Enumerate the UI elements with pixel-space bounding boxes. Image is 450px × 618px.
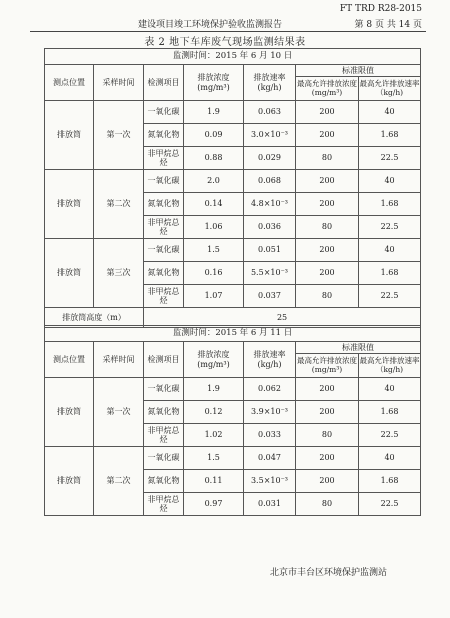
item-cell: 非甲烷总烃 <box>144 493 184 516</box>
stack-height-value: 25 <box>144 308 421 328</box>
conc-cell: 0.09 <box>184 124 244 147</box>
item-cell: 氮氧化物 <box>144 470 184 493</box>
monitoring-table-day2 <box>44 325 421 516</box>
stack-height-label: 排放筒高度（m） <box>45 308 144 328</box>
rate-cell: 0.033 <box>244 424 296 447</box>
std-conc-cell: 200 <box>296 239 359 262</box>
report-title: 建设项目竣工环境保护验收监测报告 <box>138 20 283 30</box>
header-point: 测点位置 <box>45 65 94 101</box>
std-conc-cell: 200 <box>296 124 359 147</box>
std-conc-cell: 80 <box>296 493 359 516</box>
header-rate: 排放速率(kg/h) <box>244 342 296 378</box>
header-divider <box>30 31 426 32</box>
std-rate-cell: 40 <box>359 239 421 262</box>
header-rate: 排放速率(kg/h) <box>244 65 296 101</box>
time-cell: 第一次 <box>94 101 144 170</box>
std-rate-cell: 22.5 <box>359 147 421 170</box>
conc-cell: 1.02 <box>184 424 244 447</box>
item-cell: 非甲烷总烃 <box>144 216 184 239</box>
std-conc-cell: 80 <box>296 216 359 239</box>
item-cell: 非甲烷总烃 <box>144 285 184 308</box>
time-cell: 第三次 <box>94 239 144 308</box>
monitoring-date: 监测时间：2015 年 6 月 11 日 <box>45 326 421 342</box>
table-title: 表 2 地下车库废气现场监测结果表 <box>144 37 306 48</box>
std-rate-cell: 1.68 <box>359 470 421 493</box>
std-conc-cell: 200 <box>296 401 359 424</box>
point-cell: 排放筒 <box>45 378 94 447</box>
point-cell: 排放筒 <box>45 239 94 308</box>
std-conc-cell: 200 <box>296 262 359 285</box>
rate-cell: 3.9×10⁻³ <box>244 401 296 424</box>
time-cell: 第二次 <box>94 447 144 516</box>
item-cell: 氮氧化物 <box>144 193 184 216</box>
conc-cell: 0.14 <box>184 193 244 216</box>
conc-cell: 1.06 <box>184 216 244 239</box>
item-cell: 一氧化碳 <box>144 170 184 193</box>
std-rate-cell: 22.5 <box>359 493 421 516</box>
item-cell: 氮氧化物 <box>144 401 184 424</box>
item-cell: 一氧化碳 <box>144 378 184 401</box>
table-row <box>45 447 421 470</box>
header-point: 测点位置 <box>45 342 94 378</box>
rate-cell: 0.029 <box>244 147 296 170</box>
rate-cell: 4.8×10⁻³ <box>244 193 296 216</box>
time-cell: 第一次 <box>94 378 144 447</box>
conc-cell: 1.9 <box>184 378 244 401</box>
rate-cell: 0.063 <box>244 101 296 124</box>
table-row <box>45 170 421 193</box>
std-rate-cell: 40 <box>359 447 421 470</box>
std-conc-cell: 200 <box>296 101 359 124</box>
rate-cell: 5.5×10⁻³ <box>244 262 296 285</box>
rate-cell: 0.047 <box>244 447 296 470</box>
item-cell: 一氧化碳 <box>144 447 184 470</box>
std-rate-cell: 1.68 <box>359 401 421 424</box>
std-conc-cell: 200 <box>296 378 359 401</box>
header-time: 采样时间 <box>94 342 144 378</box>
std-rate-cell: 1.68 <box>359 193 421 216</box>
rate-cell: 0.037 <box>244 285 296 308</box>
std-conc-cell: 200 <box>296 447 359 470</box>
point-cell: 排放筒 <box>45 447 94 516</box>
conc-cell: 1.5 <box>184 447 244 470</box>
rate-cell: 3.5×10⁻³ <box>244 470 296 493</box>
conc-cell: 1.07 <box>184 285 244 308</box>
report-code: FT TRD R28-2015 <box>339 4 422 14</box>
rate-cell: 0.036 <box>244 216 296 239</box>
std-rate-cell: 1.68 <box>359 124 421 147</box>
footer-org: 北京市丰台区环境保护监测站 <box>270 568 388 578</box>
header-conc: 排放浓度(mg/m³) <box>184 342 244 378</box>
std-rate-cell: 22.5 <box>359 285 421 308</box>
header-std-rate: 最高允许排放速率（kg/h) <box>359 77 421 101</box>
table-row <box>45 101 421 124</box>
rate-cell: 0.051 <box>244 239 296 262</box>
std-rate-cell: 22.5 <box>359 424 421 447</box>
monitoring-table-day1 <box>44 48 421 328</box>
header-standard: 标准限值 <box>296 342 421 354</box>
std-rate-cell: 40 <box>359 170 421 193</box>
item-cell: 非甲烷总烃 <box>144 147 184 170</box>
conc-cell: 0.97 <box>184 493 244 516</box>
point-cell: 排放筒 <box>45 170 94 239</box>
std-conc-cell: 200 <box>296 193 359 216</box>
monitoring-date: 监测时间：2015 年 6 月 10 日 <box>45 49 421 65</box>
std-rate-cell: 40 <box>359 101 421 124</box>
std-conc-cell: 80 <box>296 424 359 447</box>
conc-cell: 0.12 <box>184 401 244 424</box>
conc-cell: 1.9 <box>184 101 244 124</box>
header-item: 检测项目 <box>144 342 184 378</box>
rate-cell: 0.068 <box>244 170 296 193</box>
header-time: 采样时间 <box>94 65 144 101</box>
std-rate-cell: 1.68 <box>359 262 421 285</box>
page-number: 第 8 页 共 14 页 <box>354 20 422 30</box>
rate-cell: 3.0×10⁻³ <box>244 124 296 147</box>
std-conc-cell: 80 <box>296 285 359 308</box>
table-row <box>45 378 421 401</box>
conc-cell: 0.88 <box>184 147 244 170</box>
conc-cell: 1.5 <box>184 239 244 262</box>
point-cell: 排放筒 <box>45 101 94 170</box>
item-cell: 氮氧化物 <box>144 124 184 147</box>
conc-cell: 2.0 <box>184 170 244 193</box>
item-cell: 一氧化碳 <box>144 239 184 262</box>
rate-cell: 0.031 <box>244 493 296 516</box>
item-cell: 一氧化碳 <box>144 101 184 124</box>
item-cell: 非甲烷总烃 <box>144 424 184 447</box>
conc-cell: 0.11 <box>184 470 244 493</box>
time-cell: 第二次 <box>94 170 144 239</box>
std-rate-cell: 40 <box>359 378 421 401</box>
table-row <box>45 239 421 262</box>
header-std-conc: 最高允许排放浓度(mg/m³) <box>296 77 359 101</box>
header-std-rate: 最高允许排放速率（kg/h) <box>359 354 421 378</box>
std-conc-cell: 80 <box>296 147 359 170</box>
std-conc-cell: 200 <box>296 470 359 493</box>
header-std-conc: 最高允许排放浓度(mg/m³) <box>296 354 359 378</box>
header-standard: 标准限值 <box>296 65 421 77</box>
header-conc: 排放浓度(mg/m³) <box>184 65 244 101</box>
header-item: 检测项目 <box>144 65 184 101</box>
std-rate-cell: 22.5 <box>359 216 421 239</box>
conc-cell: 0.16 <box>184 262 244 285</box>
std-conc-cell: 200 <box>296 170 359 193</box>
item-cell: 氮氧化物 <box>144 262 184 285</box>
rate-cell: 0.062 <box>244 378 296 401</box>
